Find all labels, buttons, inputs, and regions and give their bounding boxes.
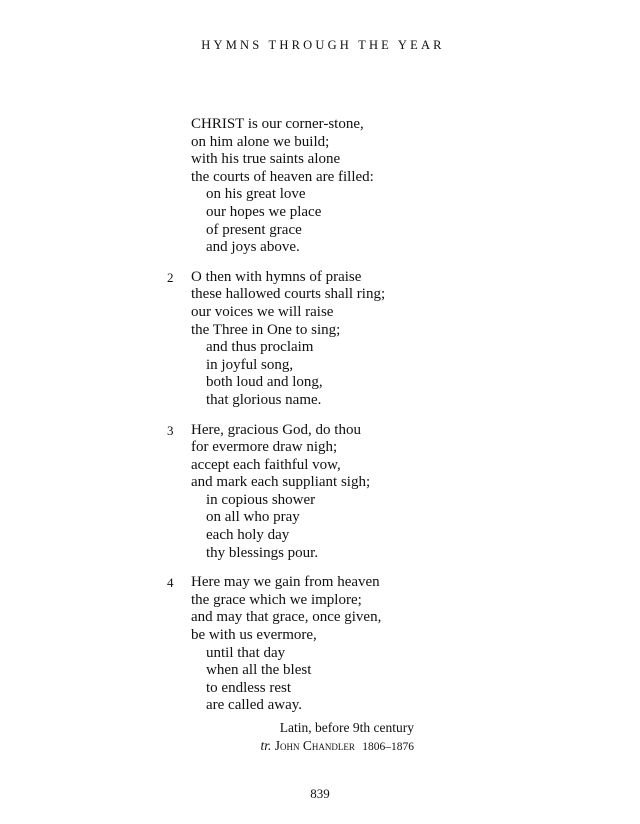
verse-line	[0, 222, 640, 240]
verse-line-text: both loud and long,	[206, 374, 323, 391]
verse	[0, 574, 640, 715]
verse-line	[0, 474, 640, 492]
verse-line-text: when all the blest	[206, 662, 312, 679]
verse-line	[0, 392, 640, 410]
verse-line	[0, 609, 640, 627]
verse-line-text: Here, gracious God, do thou	[191, 421, 361, 438]
verse	[0, 116, 640, 257]
verse-line-text: the Three in One to sing;	[191, 321, 341, 338]
translator-dates: 1806–1876	[362, 741, 414, 753]
verse-line	[0, 169, 640, 187]
verse-line	[0, 439, 640, 457]
verse-line	[0, 322, 640, 340]
verse-line-text: the grace which we implore;	[191, 591, 362, 608]
verse-line-text: these hallowed courts shall ring;	[191, 286, 386, 303]
verse-line	[0, 374, 640, 392]
verse-line-text: our hopes we place	[206, 203, 322, 220]
verse-line	[0, 304, 640, 322]
verse-line	[0, 545, 640, 563]
verse-number: 4	[167, 575, 174, 591]
verse-line-text: and mark each suppliant sigh;	[191, 474, 371, 491]
verse-line-text: are called away.	[206, 697, 303, 714]
verse-line-text: of present grace	[206, 221, 302, 238]
verse-line	[0, 627, 640, 645]
verse-line	[0, 527, 640, 545]
hymn-text	[0, 116, 640, 727]
verse-number: 2	[167, 269, 174, 285]
verse-line	[0, 457, 640, 475]
verse-line	[0, 339, 640, 357]
verse-line-text: accept each faithful vow,	[191, 456, 341, 473]
running-head: HYMNS THROUGH THE YEAR	[201, 38, 445, 52]
verse-line-text: for evermore draw nigh;	[191, 439, 338, 456]
verse-line-text: on him alone we build;	[191, 133, 330, 150]
verse-line	[0, 239, 640, 257]
verse-line	[0, 134, 640, 152]
verse-line-text: on all who pray	[206, 509, 300, 526]
verse-number: 3	[167, 422, 174, 438]
verse-line	[0, 422, 640, 440]
verse-line	[0, 116, 640, 134]
verse-line	[0, 186, 640, 204]
verse-line-text: until that day	[206, 644, 286, 661]
verse-line-text: to endless rest	[206, 679, 291, 696]
verse-line	[0, 574, 640, 592]
verse-line-text: CHRIST is our corner-stone,	[191, 116, 364, 132]
verse-line	[0, 680, 640, 698]
verse-line	[0, 697, 640, 715]
verse-line-text: O then with hymns of praise	[191, 268, 362, 285]
attribution	[0, 719, 640, 755]
verse-line	[0, 509, 640, 527]
verse-line	[0, 662, 640, 680]
attribution-translator-line	[0, 737, 640, 755]
verse-line	[0, 357, 640, 375]
verse-line	[0, 204, 640, 222]
page-number: 839	[310, 786, 330, 801]
verse-line	[0, 151, 640, 169]
verse-line-text: and joys above.	[206, 239, 300, 256]
verse-line-text: and thus proclaim	[206, 339, 314, 356]
verse-line-text: with his true saints alone	[191, 151, 341, 168]
verse-line-text: on his great love	[206, 186, 306, 203]
translator-name: John Chandler	[274, 738, 355, 753]
verse-line-text: our voices we will raise	[191, 303, 334, 320]
verse	[0, 269, 640, 410]
verse-line-text: and may that grace, once given,	[191, 609, 382, 626]
verse-line-text: the courts of heaven are filled:	[191, 168, 374, 185]
verse-line-text: be with us evermore,	[191, 627, 317, 644]
verse-line	[0, 492, 640, 510]
attribution-source: Latin, before 9th century	[279, 720, 414, 735]
verse-line-text: each holy day	[206, 527, 290, 544]
verse-line	[0, 592, 640, 610]
verse-line-text: Here may we gain from heaven	[191, 574, 380, 591]
translator-prefix: tr.	[260, 738, 272, 753]
verse-line-text: that glorious name.	[206, 391, 322, 408]
verse-line	[0, 645, 640, 663]
verse	[0, 422, 640, 563]
verse-line-text: in joyful song,	[206, 356, 294, 373]
verse-line-text: in copious shower	[206, 491, 316, 508]
verse-line-text: thy blessings pour.	[206, 544, 319, 561]
verse-line	[0, 269, 640, 287]
verse-line	[0, 286, 640, 304]
